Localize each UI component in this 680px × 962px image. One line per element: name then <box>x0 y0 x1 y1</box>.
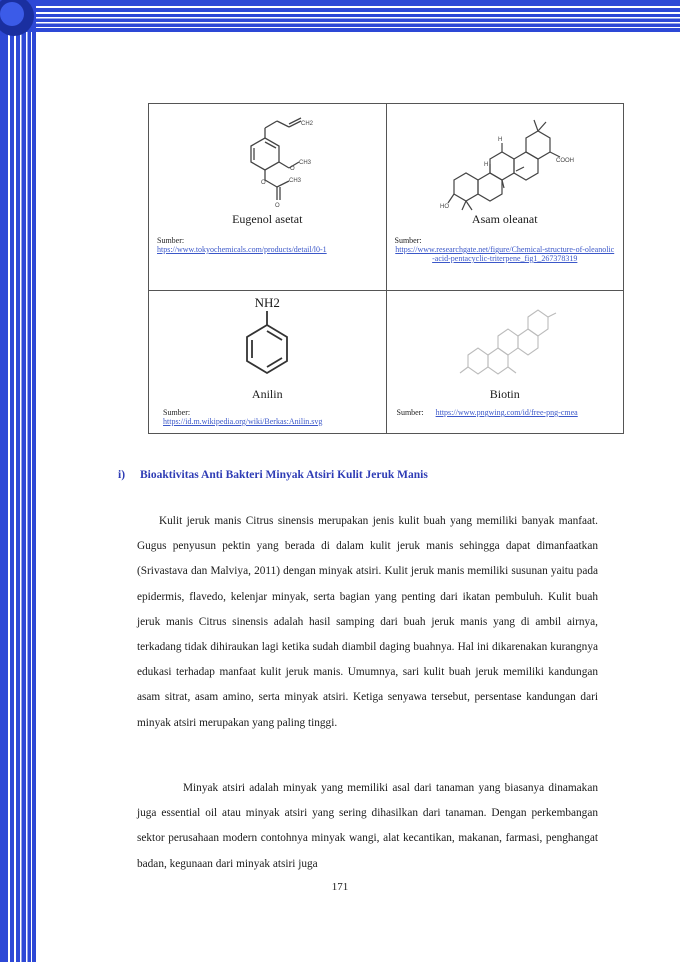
source-citation <box>397 408 616 417</box>
source-citation <box>157 236 378 254</box>
source-label: Sumber: <box>394 236 422 245</box>
aniline-structure <box>227 309 307 385</box>
source-link[interactable]: https://www.pngwing.com/id/free-png-cmea <box>435 408 578 417</box>
svg-text:CH2: CH2 <box>301 121 314 127</box>
body-paragraph-2: Minyak atsiri adalah minyak yang memiliki asal dari tanaman yang biasanya dinamakan juga essential oil atau minyak atsiri yang sering dihasilkan dari tanaman. Dengan perkembangan sektor perusahaan modern contohnya minyak wangi, alat kecantikan, makanan, farmasi, penghangat badan, kegunaan dari minyak atsiri juga <box>137 782 598 870</box>
svg-text:HO: HO <box>439 204 449 210</box>
source-link[interactable]: htps://www.tokyochemicals.com/products/detail/l0-1 <box>157 245 327 254</box>
oleanolic-acid-structure <box>439 110 574 214</box>
svg-text:CH3: CH3 <box>299 160 312 166</box>
svg-text:CH3: CH3 <box>289 178 302 184</box>
svg-text:O: O <box>261 180 266 186</box>
svg-text:H: H <box>497 137 503 143</box>
page-number: 171 <box>331 881 349 893</box>
amino-group-label: NH2 <box>254 295 280 310</box>
source-label: Sumber: <box>396 408 424 417</box>
section-number: i) <box>118 469 126 481</box>
eugenol-acetate-structure <box>207 112 327 216</box>
body-paragraph-1: Kulit jeruk manis Citrus sinensis merupakan jenis kulit buah yang memiliki banyak manfaat. Gugus penyusun pektin yang berada di dalam kulit jeruk manis sehingga dapat dimanfaatkan (Srivastava dan Malviya, 2011) dengan minyak atsiri. Kulit jeruk manis memiliki susunan yaitu pada epidermis, flavedo, kelenjar minyak, serta bagian yang penting dari ikatan pembuluh. Kulit buah jeruk manis Citrus sinensis adalah hasil samping dari buah jeruk manis yang di ambil airnya, terkadang tidak dihiraukan lagi ketika sudah diambil daging buahnya. Hal ini dikarenakan kurangnya edukasi terhadap manfaat kulit jeruk manis. Umumnya, sari kulit buah jeruk memiliki kandungan asam sitrat, asam amino, serta minyak atsiri. Ketiga senyawa tersebut, persentase kandungan dari minyak atsiri merupakan yang paling tinggi. <box>137 515 598 729</box>
table-cell-biotin <box>386 291 624 434</box>
svg-text:COOH: COOH <box>555 158 574 164</box>
source-citation <box>163 408 378 426</box>
svg-text:O: O <box>275 203 280 209</box>
compound-name: Eugenol asetat <box>232 212 303 226</box>
section-title: Bioaktivitas Anti Bakteri Minyak Atsiri Kulit Jeruk Manis <box>140 469 428 481</box>
table-cell-oleanolic-acid <box>386 104 624 291</box>
source-link[interactable]: https://id.m.wikipedia.org/wiki/Berkas:Anilin.svg <box>163 417 323 426</box>
table-cell-eugenol <box>149 104 387 291</box>
compound-name: Biotin <box>489 387 520 401</box>
compound-name: Asam oleanat <box>471 212 538 226</box>
biotin-structure <box>450 303 560 383</box>
compound-name: Anilin <box>251 387 283 401</box>
svg-text:O: O <box>290 166 295 172</box>
section-heading <box>118 469 638 481</box>
source-label: Sumber: <box>163 408 191 417</box>
source-link[interactable]: https://www.researchgate.net/figure/Chemical-structure-of-oleanolic-acid-pentacyclic-triterpene_fig1_267378319 <box>395 245 615 263</box>
table-cell-aniline <box>149 291 387 434</box>
chemical-structures-table <box>148 103 624 434</box>
source-citation <box>395 236 616 263</box>
source-label: Sumber: <box>157 236 185 245</box>
svg-text:H: H <box>483 162 489 168</box>
